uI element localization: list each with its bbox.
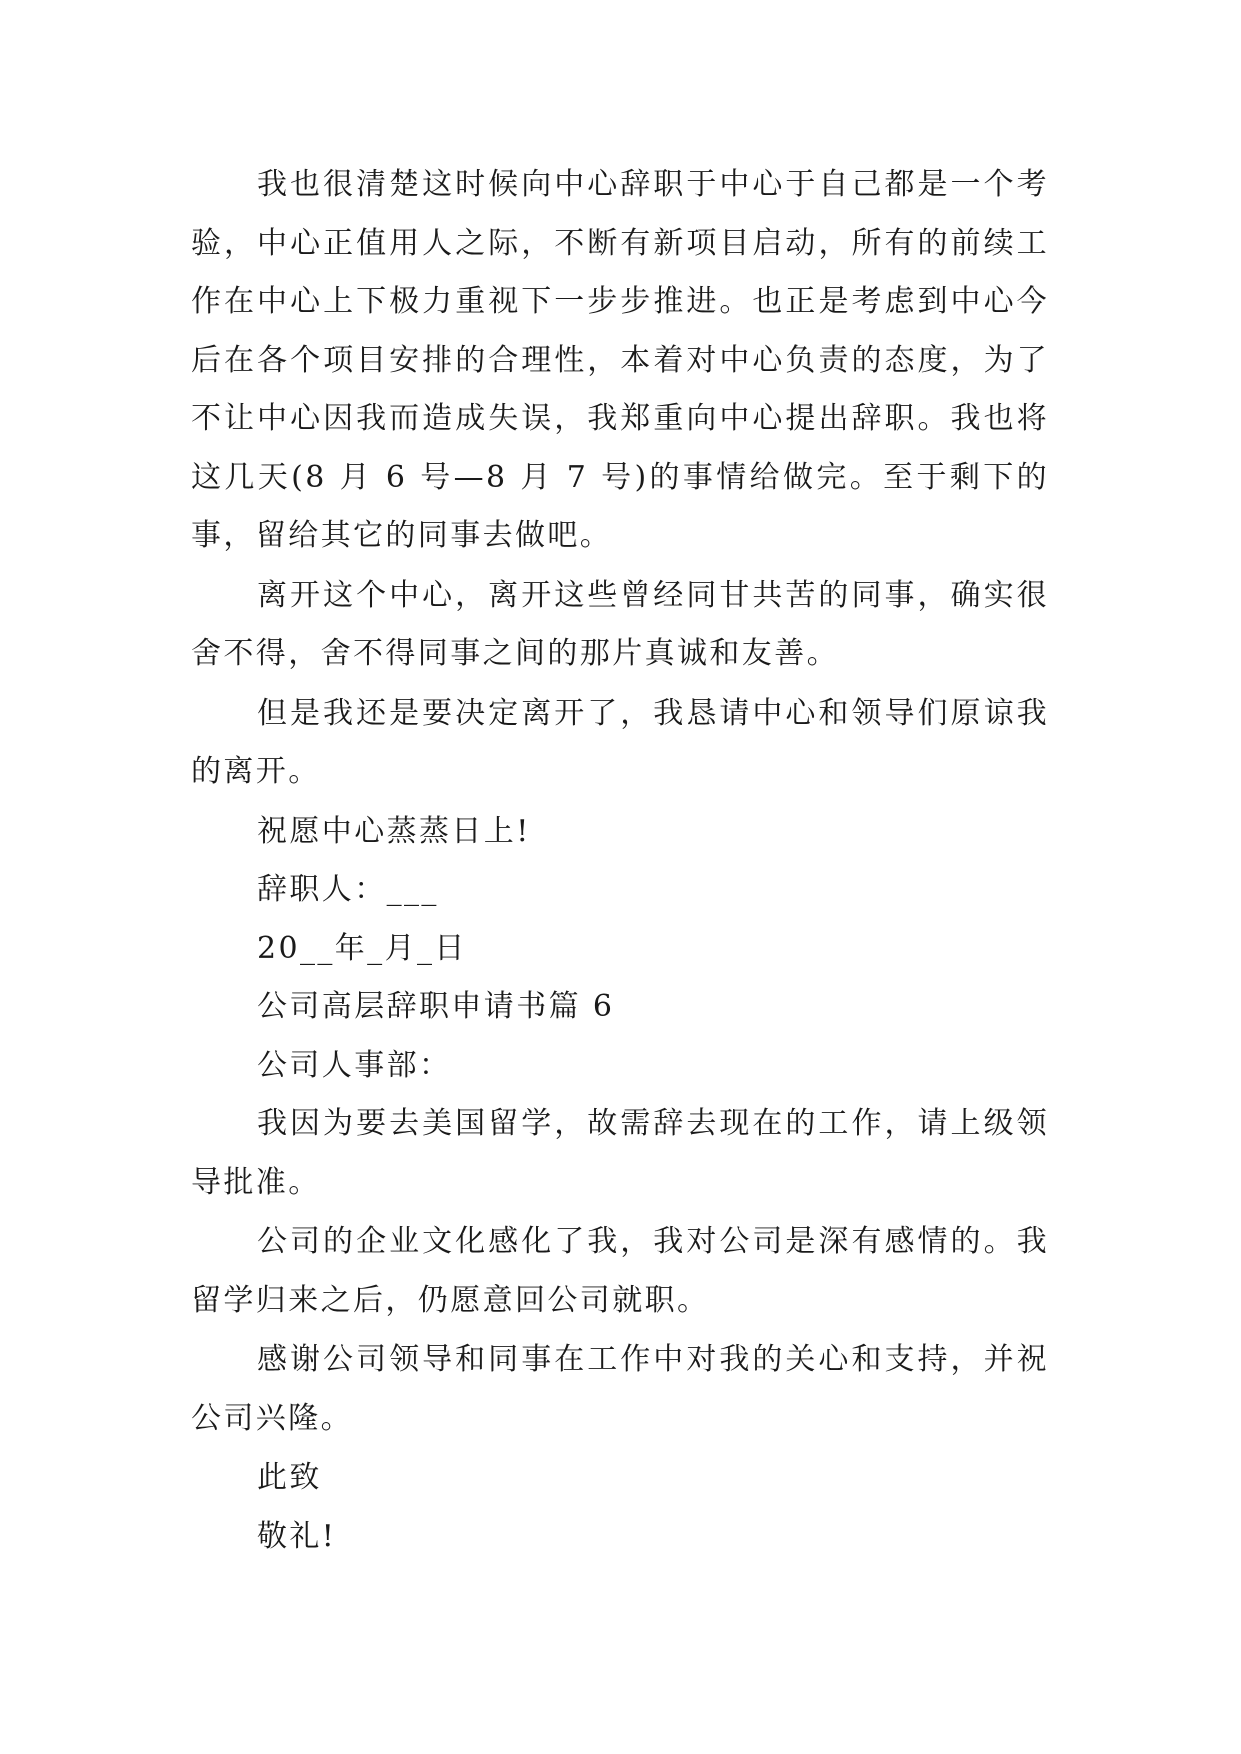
salutation: 公司人事部： [257,1047,452,1083]
body-paragraph: 公司的企业文化感化了我，我对公司是深有感情的。我留学归来之后，仍愿意回公司就职。 [191,1224,1049,1318]
body-paragraph: 我因为要去美国留学，故需辞去现在的工作，请上级领导批准。 [191,1106,1049,1200]
date-line: 20__年_月_日 [257,930,467,966]
wish-line: 祝愿中心蒸蒸日上! [257,813,531,849]
resigner-line: 辞职人：___ [257,872,439,907]
body-paragraph: 但是我还是要决定离开了，我恳请中心和领导们原谅我的离开。 [191,695,1049,789]
body-paragraph: 我也很清楚这时候向中心辞职于中心于自己都是一个考验，中心正值用人之际，不断有新项目启动，所有的前续工作在中心上下极力重视下一步步推进。也正是考虑到中心今后在各个项目安排的合理性，本着对中心负责的态度，为了不让中心因我而造成失误，我郑重向中心提出辞职。我也将这几天(8 月 6 号—8 月 7 号)的事情给做完。至于剩下的事，留给其它的同事去做吧。 [191,167,1049,553]
closing-line: 敬礼! [257,1518,337,1554]
closing-line: 此致 [257,1460,322,1495]
body-paragraph: 感谢公司领导和同事在工作中对我的关心和支持，并祝公司兴隆。 [191,1342,1049,1436]
body-paragraph: 离开这个中心，离开这些曾经同甘共苦的同事，确实很舍不得，舍不得同事之间的那片真诚和友善。 [191,577,1049,671]
document-page [191,156,1049,1566]
section-title: 公司高层辞职申请书篇 6 [257,989,615,1024]
